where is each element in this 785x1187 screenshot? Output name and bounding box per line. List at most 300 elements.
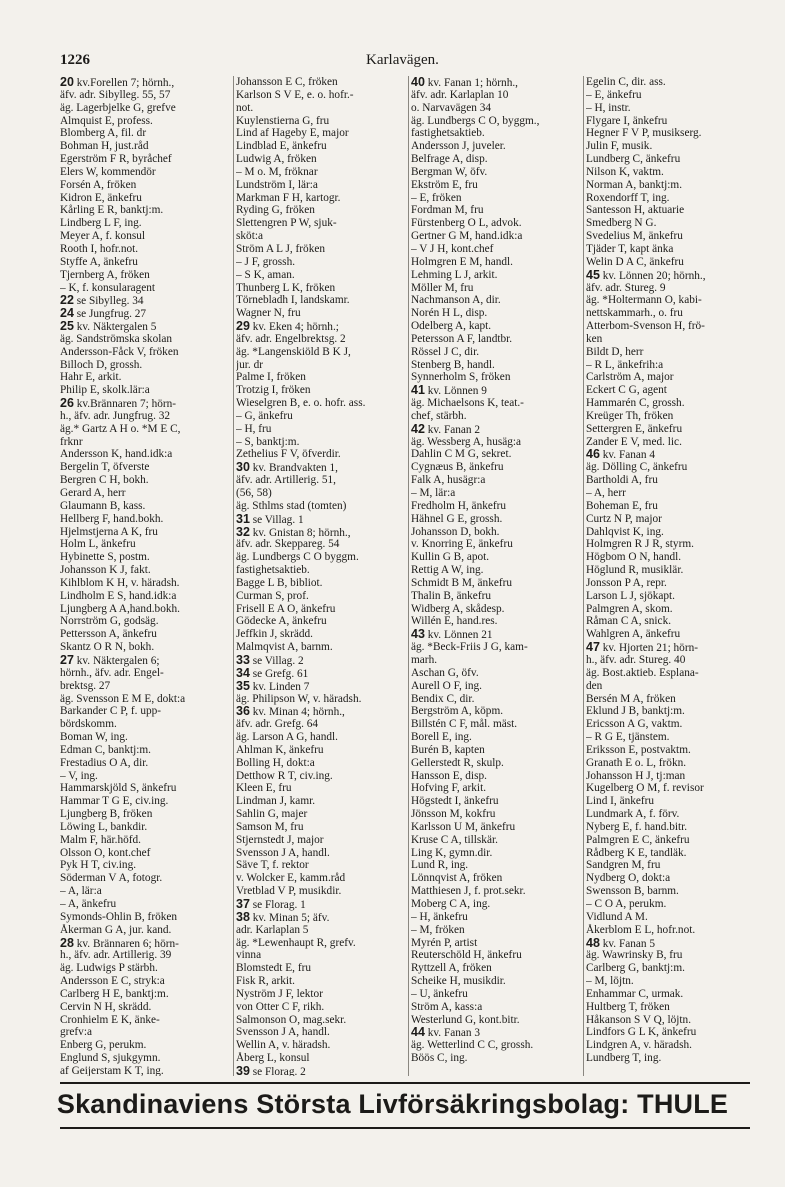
house-number-entry [236, 667, 405, 680]
entry-text: jur. dr [236, 358, 263, 371]
directory-entry [586, 821, 755, 834]
entry-text: Zander E V, med. lic. [586, 435, 682, 448]
directory-entry [236, 102, 405, 115]
directory-entry [411, 526, 580, 539]
entry-text: äg. Lagerbjelke G, grefve [60, 101, 176, 114]
directory-entry [586, 423, 755, 436]
entry-text: Malmqvist A, barnm. [236, 641, 333, 654]
directory-entry [60, 1065, 230, 1076]
entry-text: Svedelius M, änkefru [586, 230, 683, 243]
entry-text: Hultberg T, fröken [586, 1000, 670, 1013]
entry-text: Carlström A, major [586, 371, 674, 384]
entry-text: kv. Näktergalen 5 [76, 321, 157, 333]
entry-text: kv. Eken 4; hörnh.; [252, 321, 339, 333]
entry-text: adr. Karlaplan 5 [236, 923, 309, 936]
entry-text: Kruse C A, tillskär. [411, 833, 498, 846]
entry-text: kv.Forellen 7; hörnh., [76, 77, 175, 89]
directory-entry [236, 140, 405, 153]
entry-text: Meyer A, f. konsul [60, 230, 146, 243]
directory-entry [60, 834, 230, 847]
entry-text: äg. Ludwigs P stärbh. [60, 962, 158, 975]
directory-entry [236, 603, 405, 616]
directory-entry [586, 76, 755, 89]
entry-text: Thunberg L K, fröken [236, 281, 336, 294]
entry-text: Ryttzell A, fröken [411, 962, 492, 975]
entry-text: – H, instr. [586, 101, 631, 114]
directory-entry [411, 821, 580, 834]
directory-entry [411, 705, 580, 718]
directory-entry [236, 718, 405, 731]
entry-text: Almquist E, profess. [60, 114, 153, 127]
directory-entry [586, 333, 755, 346]
directory-entry [411, 654, 580, 667]
directory-entry [411, 1052, 580, 1065]
entry-text: Lind af Hageby E, major [236, 127, 349, 140]
directory-entry [586, 320, 755, 333]
directory-entry [586, 975, 755, 988]
directory-entry [411, 577, 580, 590]
house-number: 27 [60, 653, 74, 667]
entry-text: Lehming L J, arkit. [411, 268, 498, 281]
house-number: 28 [60, 936, 74, 950]
entry-text: äg. Larson A G, handl. [236, 731, 338, 744]
house-number-entry [60, 307, 230, 320]
directory-entry [236, 795, 405, 808]
directory-entry [60, 179, 230, 192]
entry-text: Lundmark A, f. förv. [586, 808, 680, 821]
directory-entry [236, 962, 405, 975]
directory-entry [236, 731, 405, 744]
house-number-entry [586, 448, 755, 461]
entry-text: kv. Brännaren 6; hörn- [76, 937, 179, 950]
directory-entry [236, 1026, 405, 1039]
directory-entry [586, 911, 755, 924]
directory-entry [586, 770, 755, 783]
entry-text: Salmonson O, mag.sekr. [236, 1013, 347, 1026]
entry-text: Palme I, fröken [236, 371, 306, 384]
entry-text: o. Narvavägen 34 [411, 101, 491, 114]
directory-entry [236, 256, 405, 269]
directory-entry [60, 359, 230, 372]
directory-entry [586, 192, 755, 205]
entry-text: äg. *Beck-Friis J G, kam- [411, 641, 528, 654]
directory-entry [236, 115, 405, 128]
entry-text: Settergren E, änkefru [586, 422, 683, 435]
house-number: 35 [236, 679, 250, 693]
directory-entry [411, 513, 580, 526]
entry-text: Blomstedt E, fru [236, 962, 311, 975]
directory-entry [236, 204, 405, 217]
directory-entry [60, 89, 230, 102]
house-number: 24 [60, 307, 74, 321]
house-number: 42 [411, 422, 425, 436]
directory-entry [411, 140, 580, 153]
directory-entry [236, 282, 405, 295]
entry-text: Ludwig A, fröken [236, 153, 317, 166]
directory-entry [586, 1026, 755, 1039]
house-number-entry [586, 937, 755, 950]
directory-entry [411, 89, 580, 102]
directory-entry [586, 795, 755, 808]
directory-entry [586, 718, 755, 731]
entry-text: Markman F H, kartogr. [236, 191, 341, 204]
entry-text: – S K, aman. [236, 268, 295, 281]
house-number-entry [586, 269, 755, 282]
entry-text: Dahlqvist K, ing. [586, 525, 664, 538]
directory-entry [60, 269, 230, 282]
entry-text: Bersén M A, fröken [586, 692, 676, 705]
directory-entry [60, 975, 230, 988]
directory-entry [411, 500, 580, 513]
directory-entry [236, 590, 405, 603]
directory-entry [411, 834, 580, 847]
directory-entry [586, 834, 755, 847]
directory-entry [236, 371, 405, 384]
entry-text: Gödecke A, änkefru [236, 615, 327, 628]
directory-entry [60, 911, 230, 924]
directory-entry [236, 474, 405, 487]
entry-text: se Grefg. 61 [252, 667, 309, 680]
directory-entry [411, 538, 580, 551]
directory-entry [236, 294, 405, 307]
directory-entry [586, 757, 755, 770]
entry-text: Smedberg N G. [586, 217, 657, 230]
directory-entry [411, 217, 580, 230]
entry-text: Törnebladh I, landskamr. [236, 294, 350, 307]
entry-text: Malm F, här.höfd. [60, 833, 141, 846]
entry-text: Slettengren P W, sjuk- [236, 217, 337, 230]
entry-text: Wagner N, fru [236, 307, 301, 320]
directory-entry [60, 757, 230, 770]
directory-entry [60, 962, 230, 975]
directory-entry [60, 461, 230, 474]
entry-text: Bergren C H, bokh. [60, 474, 149, 487]
entry-text: Lindblad E, änkefru [236, 140, 327, 153]
directory-entry [60, 1026, 230, 1039]
entry-text: Kihlblom K H, v. häradsh. [60, 576, 180, 589]
directory-entry [236, 269, 405, 282]
directory-entry [236, 436, 405, 449]
entry-text: sköt:a [236, 230, 263, 243]
entry-text: äg. Philipson W, v. häradsh. [236, 692, 362, 705]
entry-text: Pyk H T, civ.ing. [60, 859, 137, 872]
directory-entry [586, 667, 755, 680]
directory-entry [236, 628, 405, 641]
directory-entry [586, 1001, 755, 1014]
entry-text: kv. Gnistan 8; hörnh., [252, 526, 351, 539]
directory-entry [60, 808, 230, 821]
entry-text: äg. Sthlms stad (tomten) [236, 499, 347, 512]
directory-entry [411, 782, 580, 795]
entry-text: – R G E, tjänstem. [586, 731, 670, 744]
entry-text: Kuylenstierna G, fru [236, 114, 330, 127]
entry-text: Andersson-Fåck V, fröken [60, 345, 179, 358]
entry-text: Willén E, hand.res. [411, 615, 498, 628]
directory-entry [60, 256, 230, 269]
directory-entry [236, 808, 405, 821]
entry-text: Kullin G B, apot. [411, 551, 490, 564]
directory-entry [586, 1039, 755, 1052]
directory-entry [586, 885, 755, 898]
house-number: 48 [586, 936, 600, 950]
entry-text: kv. Hjorten 21; hörn- [602, 642, 699, 654]
directory-entry [411, 307, 580, 320]
entry-text: Frestadius O A, dir. [60, 756, 149, 769]
directory-entry [411, 243, 580, 256]
entry-text: – R L, änkefrih:a [586, 358, 664, 371]
directory-entry [411, 641, 580, 654]
directory-entry [411, 371, 580, 384]
directory-entry [586, 256, 755, 269]
house-number: 34 [236, 666, 250, 680]
entry-text: Rådberg K E, tandläk. [586, 846, 687, 859]
entry-text: Enhammar C, urmak. [586, 987, 684, 1000]
directory-entry [586, 127, 755, 140]
directory-entry [60, 1052, 230, 1065]
entry-text: äg.* Gartz A H o. *M E C, [60, 422, 181, 435]
entry-text: Flygare I, änkefru [586, 114, 668, 127]
directory-entry [411, 962, 580, 975]
directory-entry [60, 127, 230, 140]
directory-entry [411, 564, 580, 577]
directory-entry [60, 590, 230, 603]
directory-entry [411, 693, 580, 706]
entry-text: Wellin A, v. häradsh. [236, 1039, 331, 1052]
directory-entry [586, 307, 755, 320]
directory-entry [411, 346, 580, 359]
entry-text: äg. *Langenskiöld B K J, [236, 345, 351, 358]
directory-entry [60, 577, 230, 590]
entry-text: äg. Lundbergs C O, byggm., [411, 114, 540, 127]
house-number-entry [236, 461, 405, 474]
entry-text: Aschan G, öfv. [411, 666, 479, 679]
entry-text: Nachmanson A, dir. [411, 294, 501, 307]
directory-entry [586, 384, 755, 397]
directory-entry [60, 859, 230, 872]
directory-entry [60, 243, 230, 256]
entry-text: Håkanson S V Q, löjtn. [586, 1013, 692, 1026]
directory-entry [236, 564, 405, 577]
directory-entry [586, 782, 755, 795]
entry-text: Hofving F, arkit. [411, 782, 487, 795]
house-number-entry [60, 654, 230, 667]
directory-entry [60, 513, 230, 526]
directory-entry [60, 474, 230, 487]
directory-entry [60, 693, 230, 706]
entry-text: Ljungberg B, fröken [60, 808, 153, 821]
entry-text: Sahlin G, majer [236, 808, 308, 821]
directory-entry [60, 371, 230, 384]
entry-text: – M, löjtn. [586, 975, 634, 988]
house-number-entry [236, 1065, 405, 1076]
directory-entry [236, 770, 405, 783]
directory-entry [586, 500, 755, 513]
entry-text: – A, lär:a [60, 885, 102, 898]
directory-entry [236, 693, 405, 706]
directory-entry [60, 847, 230, 860]
directory-entry [586, 744, 755, 757]
entry-text: Bolling H, dokt:a [236, 756, 315, 769]
entry-text: v. Knorring E, änkefru [411, 538, 513, 551]
directory-entry [586, 924, 755, 937]
entry-text: Scheike H, musikdir. [411, 975, 506, 988]
directory-entry [236, 975, 405, 988]
entry-text: Reuterschöld H, änkefru [411, 949, 522, 962]
entry-text: h., äfv. adr. Jungfrug. 32 [60, 409, 171, 422]
directory-entry [586, 140, 755, 153]
directory-entry [60, 603, 230, 616]
entry-text: kv. Fanan 5 [602, 937, 656, 950]
directory-entry [411, 937, 580, 950]
entry-text: äg. Dölling C, änkefru [586, 461, 688, 474]
entry-text: äfv. adr. Grefg. 64 [236, 718, 319, 731]
house-number-entry [411, 384, 580, 397]
entry-text: brektsg. 27 [60, 679, 111, 692]
entry-text: äfv. adr. Engelbrektsg. 2 [236, 332, 346, 345]
page-header [60, 52, 745, 72]
house-number-entry [411, 628, 580, 641]
directory-entry [60, 744, 230, 757]
directory-entry [586, 898, 755, 911]
entry-text: Råman C A, snick. [586, 615, 672, 628]
entry-text: Johansson H J, tj:man [586, 769, 686, 782]
entry-text: Carlberg H E, banktj:m. [60, 987, 169, 1000]
directory-entry [411, 988, 580, 1001]
entry-text: Andersson E C, stryk:a [60, 975, 165, 988]
entry-text: – H, fru [236, 422, 272, 435]
directory-entry [60, 731, 230, 744]
entry-text: Boman W, ing. [60, 731, 128, 744]
entry-text: – V, ing. [60, 769, 98, 782]
entry-text: Ahlman K, änkefru [236, 743, 324, 756]
directory-entry [236, 346, 405, 359]
house-number-entry [236, 911, 405, 924]
directory-entry [236, 949, 405, 962]
directory-entry [60, 192, 230, 205]
directory-entry [411, 1039, 580, 1052]
entry-text: Ling K, gymn.dir. [411, 846, 493, 859]
entry-text: – H, änkefru [411, 910, 468, 923]
directory-entry [236, 153, 405, 166]
entry-text: Johansson D, bokh. [411, 525, 500, 538]
entry-text: äfv. adr. Stureg. 9 [586, 281, 666, 294]
directory-entry [236, 127, 405, 140]
house-number-entry [236, 680, 405, 693]
entry-text: Böös C, ing. [411, 1052, 468, 1065]
entry-text: Vidlund A M. [586, 910, 648, 923]
entry-text: Bildt D, herr [586, 345, 644, 358]
directory-entry [411, 898, 580, 911]
entry-text: Ström A, kass:a [411, 1000, 483, 1013]
entry-text: Nilson K, vaktm. [586, 165, 664, 178]
directory-entry [411, 1014, 580, 1027]
house-number: 40 [411, 76, 425, 89]
entry-text: – G, änkefru [236, 409, 293, 422]
directory-entry [60, 782, 230, 795]
entry-text: Myrén P, artist [411, 936, 478, 949]
directory-entry [236, 757, 405, 770]
directory-entry [60, 153, 230, 166]
directory-entry [411, 359, 580, 372]
entry-text: Rettig A W, ing. [411, 564, 484, 577]
entry-text: Petersson A F, landtbr. [411, 332, 513, 345]
entry-text: Zethelius F V, öfverdir. [236, 448, 341, 461]
entry-text: Holm L, änkefru [60, 538, 136, 551]
entry-text: Åkerman G A, jur. kand. [60, 923, 172, 936]
directory-entry [411, 757, 580, 770]
directory-entry [60, 436, 230, 449]
entry-text: Lindholm E S, hand.idk:a [60, 589, 177, 602]
directory-entry [60, 410, 230, 423]
entry-text: Höglund R, musiklär. [586, 564, 684, 577]
entry-text: Åkerblom E L, hofr.not. [586, 923, 696, 936]
directory-entry [411, 924, 580, 937]
directory-entry [236, 1001, 405, 1014]
directory-entry [60, 115, 230, 128]
entry-text: Nyström J F, lektor [236, 987, 323, 1000]
entry-text: Cygnæus B, änkefru [411, 461, 504, 474]
directory-entry [586, 949, 755, 962]
entry-text: Hjelmstjerna A K, fru [60, 525, 158, 538]
entry-text: Bohman H, just.råd [60, 140, 149, 153]
house-number-entry [411, 1026, 580, 1039]
directory-entry [411, 166, 580, 179]
directory-entry [586, 243, 755, 256]
entry-text: kv. Lönnen 20; hörnh., [602, 269, 706, 282]
entry-text: Borell E, ing. [411, 731, 472, 744]
house-number-entry [411, 423, 580, 436]
entry-text: Möller M, fru [411, 281, 474, 294]
entry-text: Söderman V A, fotogr. [60, 872, 163, 885]
entry-text: Widberg A, skådesp. [411, 602, 505, 615]
entry-text: äg. Wawrinsky B, fru [586, 949, 683, 962]
directory-entry [411, 397, 580, 410]
directory-entry [411, 615, 580, 628]
entry-text: Ericsson A G, vaktm. [586, 718, 683, 731]
directory-entry [411, 410, 580, 423]
entry-text: Lindman J, kamr. [236, 795, 316, 808]
entry-text: äfv. adr. Karlaplan 10 [411, 88, 509, 101]
directory-entry [586, 474, 755, 487]
entry-text: Hammarén C, grossh. [586, 397, 685, 410]
directory-entry [586, 1052, 755, 1065]
entry-text: vinna [236, 949, 262, 962]
entry-text: äg. *Lewenhaupt R, grefv. [236, 936, 356, 949]
entry-text: (56, 58) [236, 487, 272, 499]
entry-text: kv. Minan 5; äfv. [252, 911, 330, 924]
footer-rule-bottom [60, 1127, 750, 1129]
entry-text: Sandgren M, fru [586, 859, 661, 872]
house-number: 46 [586, 448, 600, 462]
entry-text: Åberg L, konsul [236, 1052, 310, 1065]
entry-text: Karlson S V E, e. o. hofr.- [236, 88, 354, 101]
directory-entry [586, 487, 755, 500]
entry-text: Rössel J C, dir. [411, 345, 480, 358]
entry-text: – M o. M, fröknar [236, 165, 318, 178]
entry-text: chef, stärbh. [411, 409, 467, 422]
entry-text: Belfrage A, disp. [411, 153, 488, 166]
directory-entry [411, 744, 580, 757]
entry-text: Lind I, änkefru [586, 795, 655, 808]
house-number: 47 [586, 641, 600, 654]
entry-text: Atterbom-Svenson H, frö- [586, 320, 705, 333]
entry-text: Carlberg G, banktj:m. [586, 962, 685, 975]
entry-text: Thalin B, änkefru [411, 589, 491, 602]
entry-text: kv. Fanan 4 [602, 449, 656, 462]
entry-text: Jonsson P A, repr. [586, 576, 667, 589]
entry-text: se Jungfrug. 27 [76, 308, 147, 321]
house-number: 25 [60, 320, 74, 333]
